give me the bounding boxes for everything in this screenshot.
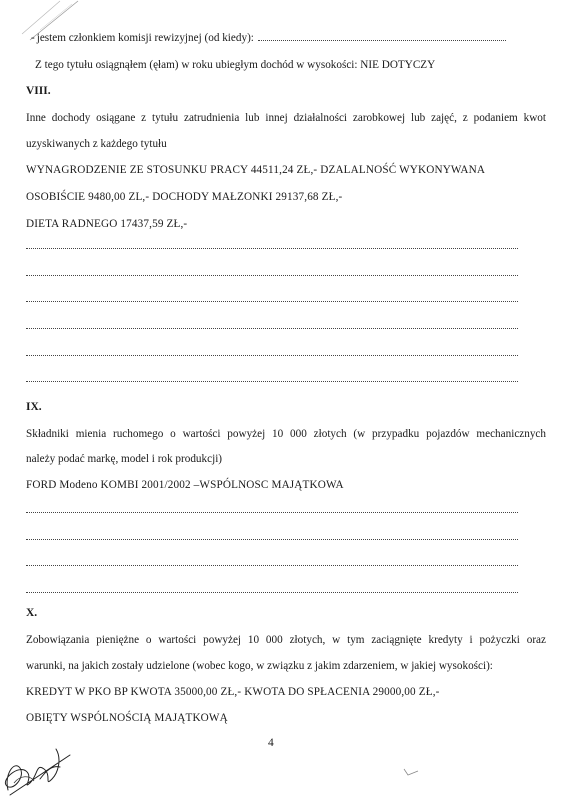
pencil-tick-icon	[402, 765, 422, 779]
dotted-fill-line	[26, 565, 518, 566]
section-x-answer-line2: OBIĘTY WSPÓLNOŚCIĄ MAJĄTKOWĄ	[26, 712, 228, 724]
fill-dots	[258, 31, 506, 41]
section-x-heading: X.	[26, 607, 38, 619]
section-viii-desc-line2: uzyskiwanych z każdego tytułu	[26, 138, 167, 150]
section-x-answer-line1: KREDYT W PKO BP KWOTA 35000,00 ZŁ,- KWOTA DO SPŁACENIA 29000,00 ZŁ,-	[26, 686, 440, 698]
section-viii-answer-line2: OSOBIŚCIE 9480,00 ZL,- DOCHODY MAŁZONKI 29137,68 ZŁ,-	[26, 191, 343, 203]
section-ix-desc-line1: Składniki mienia ruchomego o wartości powyżej 10 000 złotych (w przypadku pojazdów mechanicznych	[26, 428, 546, 440]
dotted-fill-line	[26, 328, 518, 329]
membership-text: jestem członkiem komisji rewizyjnej (od kiedy):	[36, 32, 254, 44]
dotted-fill-line	[26, 248, 518, 249]
section-x-desc-line1: Zobowiązania pieniężne o wartości powyżej 10 000 złotych, w tym zaciągnięte kredyty i pożyczki oraz	[26, 634, 546, 646]
section-viii-answer-line3: DIETA RADNEGO 17437,59 ZŁ,-	[26, 218, 188, 230]
dotted-fill-line	[26, 355, 518, 356]
section-viii-answer-line1: WYNAGRODZENIE ZE STOSUNKU PRACY 44511,24 ZŁ,- DZALALNOŚĆ WYKONYWANA	[26, 164, 486, 176]
dotted-fill-line	[26, 512, 518, 513]
dotted-fill-line	[26, 381, 518, 382]
section-x-desc-line2: warunki, na jakich zostały udzielone (wobec kogo, w związku z jakim zdarzeniem, w jakiej wysokości):	[26, 660, 493, 672]
dotted-fill-line	[26, 539, 518, 540]
dash: -	[31, 32, 35, 44]
dotted-fill-line	[26, 301, 518, 302]
section-viii-heading: VIII.	[26, 85, 51, 97]
section-ix-desc-line2: należy podać markę, model i rok produkcji)	[26, 453, 223, 465]
section-ix-answer-line1: FORD Modeno KOMBI 2001/2002 –WSPÓLNOSC MAJĄTKOWA	[26, 479, 344, 491]
page-number: 4	[268, 737, 274, 749]
membership-income-line: Z tego tytułu osiągnąłem (ęłam) w roku ubiegłym dochód w wysokości: NIE DOTYCZY	[35, 59, 436, 71]
dotted-fill-line	[26, 592, 518, 593]
membership-line	[31, 31, 551, 45]
handwritten-signature-icon	[0, 735, 80, 800]
dotted-fill-line	[26, 275, 518, 276]
section-viii-desc-line1: Inne dochody osiągane z tytułu zatrudnienia lub innej działalności zarobkowej lub zajęć, z podaniem kwot	[26, 112, 546, 124]
section-ix-heading: IX.	[26, 401, 42, 413]
